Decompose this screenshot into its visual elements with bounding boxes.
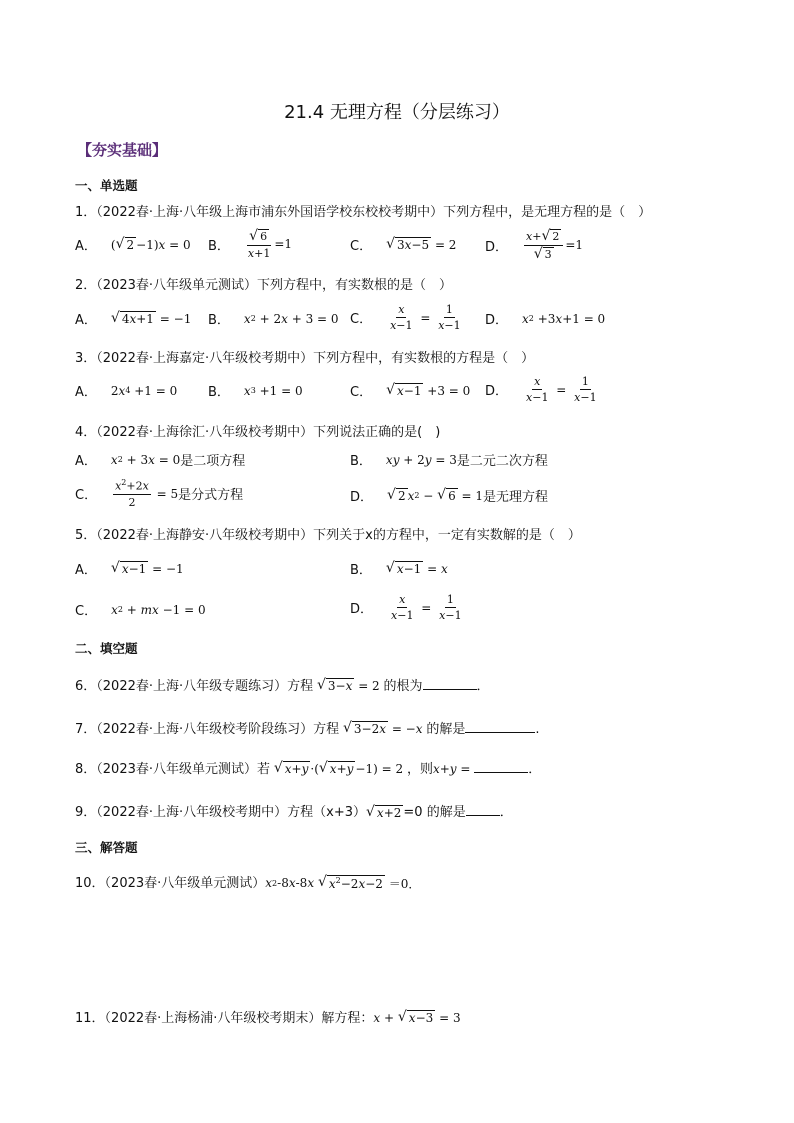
- question-6: 6．（2022春·上海·八年级专题练习）方程 √ 3−x = 2 的根为 ．: [75, 677, 490, 694]
- option-label: A．: [75, 239, 97, 254]
- option-b[interactable]: [350, 559, 448, 578]
- page-title: 21.4 无理方程（分层练习）: [284, 102, 510, 123]
- equation: x 2 +3 x +1 = 0: [522, 311, 606, 326]
- option-b[interactable]: [208, 381, 303, 400]
- equation: $\frac{x}{x-1}$ = $\frac{1}{x-1}$: [391, 593, 462, 623]
- question-prefix: （2023春·八年级单元测试）: [104, 876, 266, 891]
- option-c[interactable]: [350, 303, 465, 332]
- equation: x 2 + mx −1 = 0: [111, 602, 206, 617]
- option-label: C．: [350, 312, 373, 328]
- option-label: D．: [350, 490, 374, 505]
- question-5-options-ab: [75, 559, 735, 581]
- question-mid: ，则: [406, 762, 433, 777]
- question-number: 4．: [75, 425, 97, 440]
- equation: √ 2 x 2 − √ 6 = 1: [387, 486, 484, 503]
- option-label: B．: [208, 238, 230, 254]
- expression: x + y =: [432, 762, 475, 776]
- option-d[interactable]: [485, 229, 583, 262]
- question-11: [75, 1007, 735, 1026]
- question-prefix: （2022春·上海·八年级校考阶段练习）方程: [96, 722, 340, 737]
- question-number: 8．: [75, 762, 97, 777]
- option-b[interactable]: [208, 309, 339, 328]
- option-label: B．: [208, 313, 230, 328]
- equation: √ x−1 +3 = 0: [386, 381, 471, 398]
- question-number: 10．: [75, 876, 105, 891]
- heading-single-choice: 一、单选题: [75, 178, 138, 193]
- answer-blank[interactable]: [466, 803, 500, 816]
- question-9: 9．（2022春·上海·八年级校考期中）方程（x+3） √ x+2 =0 的解是 ．: [75, 804, 513, 820]
- question-number: 6．: [75, 679, 97, 694]
- equation: ( √ 2 −1) x = 0: [110, 235, 191, 252]
- equation: √ x+y ·( √ x+y −1) = 2: [273, 760, 407, 776]
- equation: x 2 + 2 x + 3 = 0: [243, 311, 339, 326]
- question-prefix: （2022春·上海·八年级专题练习）方程: [96, 679, 314, 694]
- question-number: 1．: [75, 205, 97, 220]
- option-a[interactable]: [75, 235, 191, 254]
- option-a[interactable]: [75, 381, 177, 400]
- question-7: 7．（2022春·上海·八年级校考阶段练习）方程 √ 3−2x = − x 的解是 .: [75, 720, 540, 737]
- equation: √ 6 x+1 =1: [247, 228, 293, 260]
- option-label: D．: [485, 384, 509, 400]
- option-label: C．: [350, 239, 373, 254]
- equation: 2 x 4 +1 = 0: [110, 383, 178, 398]
- option-label: B．: [350, 454, 372, 469]
- answer-blank[interactable]: [465, 720, 535, 733]
- heading-solve: 三、解答题: [75, 840, 138, 855]
- question-10: [75, 872, 735, 892]
- option-d[interactable]: [350, 486, 548, 505]
- question-2: [75, 274, 735, 293]
- option-c[interactable]: [75, 478, 243, 509]
- option-label: C．: [350, 385, 373, 400]
- option-a[interactable]: [75, 450, 245, 469]
- question-1: [75, 201, 735, 220]
- option-c[interactable]: [350, 381, 470, 400]
- option-label: A．: [75, 563, 97, 578]
- question-4-options-ab: [75, 450, 735, 474]
- option-c[interactable]: [75, 600, 206, 619]
- equation: x 3 +1 = 0: [243, 383, 303, 398]
- answer-blank[interactable]: [474, 760, 528, 773]
- option-text: 是无理方程: [483, 490, 549, 505]
- option-label: D．: [485, 239, 509, 255]
- option-label: A．: [75, 385, 97, 400]
- answer-blank[interactable]: [423, 677, 477, 690]
- equation: x + √ x−3 = 3: [373, 1009, 461, 1025]
- option-label: C．: [75, 488, 98, 504]
- equation: $\frac{x}{x-1}$ = $\frac{1}{x-1}$: [390, 303, 461, 333]
- question-text: （2022春·上海徐汇·八年级校考期中）下列说法正确的是( ): [96, 425, 441, 440]
- question-text: （2022春·上海静安·八年级校考期中）下列关于x的方程中，一定有实数解的是（ ）: [96, 528, 581, 543]
- option-label: D．: [485, 313, 509, 328]
- question-number: 2．: [75, 278, 97, 293]
- option-c[interactable]: [350, 235, 456, 254]
- option-a[interactable]: [75, 559, 184, 578]
- equation: xy + 2 y = 3: [385, 452, 457, 467]
- option-label: C．: [75, 604, 98, 619]
- option-b[interactable]: [350, 450, 548, 469]
- equation: √ x−1 = −1: [110, 559, 184, 576]
- question-suffix: =0 的解是: [403, 805, 466, 820]
- question-suffix: 的根为: [383, 679, 423, 694]
- option-b[interactable]: [208, 229, 292, 260]
- equation: x 2 + 3 x = 0: [110, 452, 181, 467]
- question-number: 11．: [75, 1011, 105, 1026]
- question-prefix: （2022春·上海·八年级校考期中）方程（x+3）: [96, 805, 366, 820]
- equation: $\frac{x^2+2x}{2}$ = 5: [115, 478, 179, 509]
- question-suffix: 的解是: [426, 722, 466, 737]
- option-a[interactable]: [75, 309, 191, 328]
- question-text: （2023春·八年级单元测试）下列方程中，有实数根的是（ ）: [96, 278, 452, 293]
- question-5-options-cd: [75, 593, 735, 625]
- question-number: 5．: [75, 528, 97, 543]
- question-text: （2022春·上海嘉定·八年级校考期中）下列方程中，有实数根的方程是（ ）: [96, 351, 535, 366]
- question-2-options: [75, 303, 735, 333]
- option-label: D．: [350, 602, 374, 618]
- equation: x+ √ 2 √ 3 =1: [526, 228, 584, 262]
- option-label: A．: [75, 313, 97, 328]
- option-d[interactable]: [350, 593, 466, 622]
- option-label: B．: [350, 563, 372, 578]
- equation: √ 3x−5 = 2: [386, 235, 457, 252]
- question-number: 9．: [75, 805, 97, 820]
- question-prefix: （2022春·上海杨浦·八年级校考期末）解方程：: [104, 1011, 374, 1026]
- question-1-options: [75, 228, 735, 262]
- question-4-options-cd: [75, 478, 735, 512]
- option-label: B．: [208, 385, 230, 400]
- heading-fill-blank: 二、填空题: [75, 641, 138, 656]
- equation: √ 3−x = 2: [316, 677, 384, 693]
- option-label: A．: [75, 454, 97, 469]
- option-d[interactable]: [485, 309, 605, 328]
- option-d[interactable]: [485, 375, 601, 404]
- question-8: 8．（2023春·八年级单元测试）若 √ x+y ·( √ x+y −1) = 2 ，则 x + y = ．: [75, 760, 542, 777]
- question-number: 7．: [75, 722, 97, 737]
- equation: √ x−1 = x: [385, 559, 448, 576]
- section-banner: 【夯实基础】: [77, 141, 168, 159]
- option-text: 是二项方程: [180, 454, 246, 469]
- equation: √ 4x+1 = −1: [110, 309, 192, 326]
- option-text: 是分式方程: [178, 488, 244, 504]
- option-text: 是二元二次方程: [456, 454, 548, 469]
- question-text: （2022春·上海·八年级上海市浦东外国语学校东校校考期中）下列方程中，是无理方程的是（ ）: [96, 205, 652, 220]
- question-number: 3．: [75, 351, 97, 366]
- question-3-options: [75, 375, 735, 405]
- equation: x 2 -8 x -8 x √ $x^2-2x-2$ ＝0．: [265, 873, 421, 891]
- equation: √ x+2: [366, 804, 402, 820]
- question-5: [75, 524, 735, 543]
- equation: √ 3−2x = − x: [342, 720, 423, 736]
- question-prefix: （2023春·八年级单元测试）若: [96, 762, 270, 777]
- equation: $\frac{x}{x-1}$ = $\frac{1}{x-1}$: [526, 375, 597, 405]
- question-3: [75, 347, 735, 366]
- question-4: [75, 421, 735, 440]
